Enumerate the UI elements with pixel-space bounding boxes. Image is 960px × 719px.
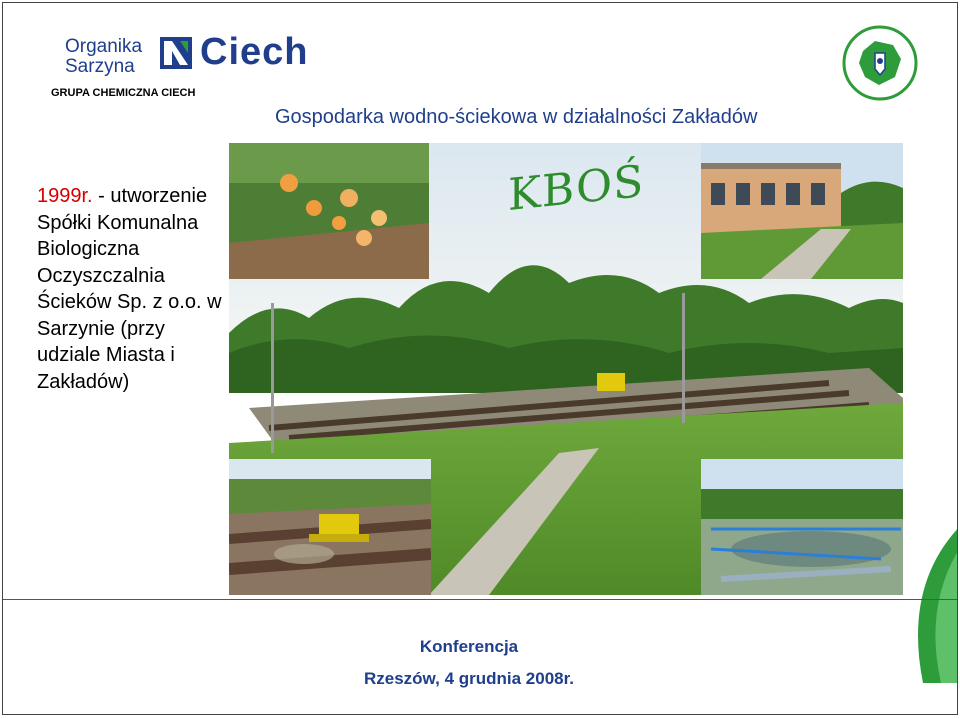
page-title: Gospodarka wodno-ściekowa w działalności Zakładów <box>275 106 758 128</box>
history-description: - utworzenie Spółki Komunalna Biologiczna Oczyszczalnia Ścieków Sp. z o.o. w Sarzynie (przy udziale Miasta i Zakładów) <box>37 185 222 393</box>
wios-emblem-icon <box>835 23 925 103</box>
ciech-logo: Ciech <box>200 31 309 73</box>
year-label: 1999r. <box>37 185 93 207</box>
footer-divider <box>3 599 958 600</box>
group-label: GRUPA CHEMICZNA CIECH <box>51 87 196 99</box>
history-text <box>37 183 227 395</box>
footer-conference: Konferencja <box>419 637 519 656</box>
organika-sarzyna-logo: Organika Sarzyna <box>65 36 143 77</box>
green-swoosh-icon <box>903 523 958 683</box>
kbos-sign: KBOŚ <box>508 155 645 222</box>
footer-place-date: Rzeszów, 4 grudnia 2008r. <box>363 669 575 688</box>
ciech-logo-mark-icon <box>160 37 192 69</box>
photo-building <box>701 143 903 279</box>
slide <box>2 2 958 715</box>
photo-roses <box>229 143 429 279</box>
photo-compost-turner <box>229 459 431 595</box>
photo-clarifier <box>701 459 903 595</box>
